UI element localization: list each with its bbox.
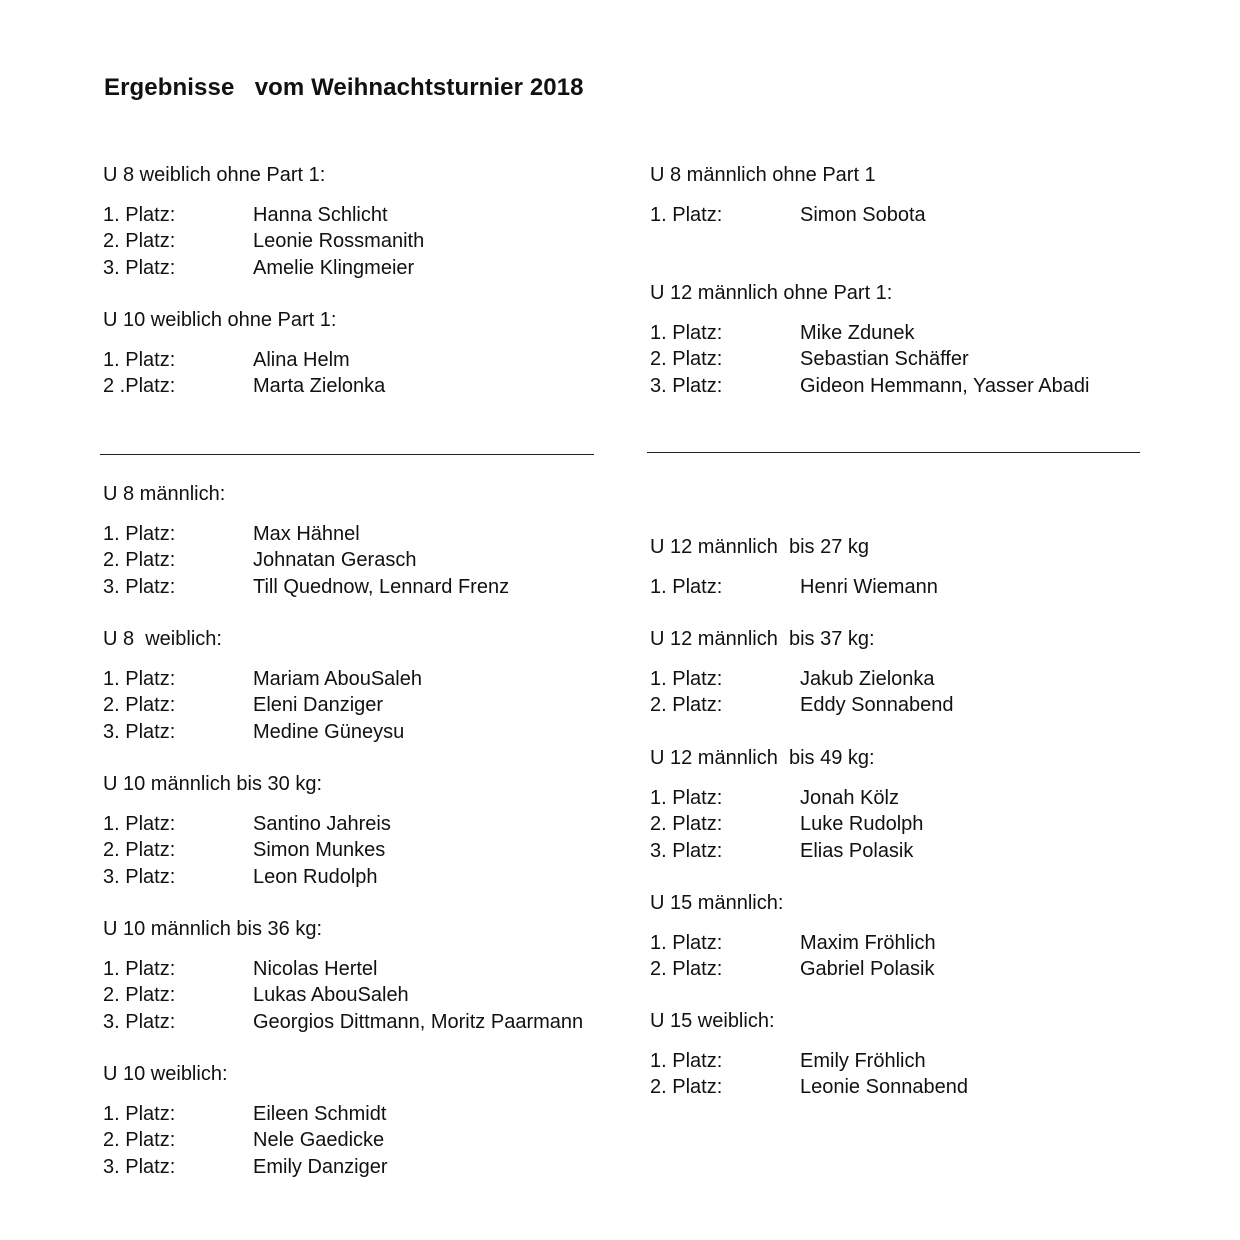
category-heading: U 12 männlich bis 27 kg xyxy=(650,536,870,558)
place-label: 2. Platz: xyxy=(103,549,176,572)
place-label: 1. Platz: xyxy=(650,204,723,226)
place-label: 1. Platz: xyxy=(103,958,176,980)
participant-name: Sebastian Schäffer xyxy=(800,348,969,371)
participant-name: Leonie Rossmanith xyxy=(253,230,425,253)
place-label: 2. Platz: xyxy=(650,958,723,981)
participant-name: Eleni Danziger xyxy=(253,694,384,717)
participant-name: Leonie Sonnabend xyxy=(800,1076,968,1099)
participant-name: Mariam AbouSaleh xyxy=(253,668,422,690)
participant-name: Mike Zdunek xyxy=(800,322,915,344)
place-label: 3. Platz: xyxy=(103,575,176,598)
category-heading: U 12 männlich bis 49 kg: xyxy=(650,747,875,769)
participant-name: Max Hähnel xyxy=(253,523,360,545)
place-label: 2. Platz: xyxy=(103,839,176,862)
place-label: 2. Platz: xyxy=(650,348,723,371)
place-label: 1. Platz: xyxy=(103,523,176,545)
participant-name: Luke Rudolph xyxy=(800,813,924,836)
category-heading: U 10 weiblich ohne Part 1: xyxy=(103,309,337,331)
participant-name: Lukas AbouSaleh xyxy=(253,984,409,1007)
place-label: 1. Platz: xyxy=(650,932,723,954)
category-heading: U 8 männlich: xyxy=(103,483,226,505)
participant-name: Eddy Sonnabend xyxy=(800,694,954,717)
place-label: 1. Platz: xyxy=(103,668,176,690)
participant-name: Gideon Hemmann, Yasser Abadi xyxy=(800,374,1090,397)
place-label: 3. Platz: xyxy=(103,1010,176,1033)
participant-name: Amelie Klingmeier xyxy=(253,256,415,279)
place-label: 3. Platz: xyxy=(103,256,176,279)
participant-name: Alina Helm xyxy=(253,349,350,371)
participant-name: Simon Munkes xyxy=(253,839,386,862)
place-label: 2. Platz: xyxy=(650,694,723,717)
category-heading: U 8 weiblich: xyxy=(103,628,222,650)
category-heading: U 10 männlich bis 30 kg: xyxy=(103,773,323,795)
place-label: 2. Platz: xyxy=(650,1076,723,1099)
place-label: 3. Platz: xyxy=(103,865,176,888)
participant-name: Marta Zielonka xyxy=(253,375,386,398)
place-label: 3. Platz: xyxy=(103,1155,176,1178)
place-label: 2 .Platz: xyxy=(103,375,176,398)
category-heading: U 10 männlich bis 36 kg: xyxy=(103,918,323,940)
page-title: Ergebnisse vom Weihnachtsturnier 2018 xyxy=(104,74,584,101)
place-label: 1. Platz: xyxy=(103,349,176,371)
participant-name: Eileen Schmidt xyxy=(253,1103,387,1125)
participant-name: Johnatan Gerasch xyxy=(253,549,417,572)
participant-name: Simon Sobota xyxy=(800,204,926,226)
participant-name: Leon Rudolph xyxy=(253,865,378,888)
place-label: 2. Platz: xyxy=(103,1129,176,1152)
participant-name: Nicolas Hertel xyxy=(253,958,378,980)
category-heading: U 12 männlich bis 37 kg: xyxy=(650,628,875,650)
place-label: 1. Platz: xyxy=(103,813,176,835)
category-heading: U 8 männlich ohne Part 1 xyxy=(650,164,876,186)
participant-name: Emily Danziger xyxy=(253,1155,388,1178)
participant-name: Elias Polasik xyxy=(800,839,914,862)
category-heading: U 15 weiblich: xyxy=(650,1010,775,1032)
place-label: 1. Platz: xyxy=(650,668,723,690)
place-label: 2. Platz: xyxy=(103,230,176,253)
participant-name: Nele Gaedicke xyxy=(253,1129,385,1152)
divider-left xyxy=(100,454,594,455)
place-label: 1. Platz: xyxy=(650,1050,723,1072)
participant-name: Hanna Schlicht xyxy=(253,204,388,226)
place-label: 1. Platz: xyxy=(103,204,176,226)
category-heading: U 8 weiblich ohne Part 1: xyxy=(103,164,326,186)
place-label: 1. Platz: xyxy=(650,576,723,598)
place-label: 2. Platz: xyxy=(650,813,723,836)
participant-name: Till Quednow, Lennard Frenz xyxy=(253,575,510,598)
place-label: 3. Platz: xyxy=(103,720,176,743)
participant-name: Emily Fröhlich xyxy=(800,1050,926,1072)
place-label: 3. Platz: xyxy=(650,374,723,397)
category-heading: U 15 männlich: xyxy=(650,892,784,914)
participant-name: Santino Jahreis xyxy=(253,813,391,835)
category-heading: U 10 weiblich: xyxy=(103,1063,228,1085)
participant-name: Gabriel Polasik xyxy=(800,958,935,981)
participant-name: Jonah Kölz xyxy=(800,787,899,809)
category-heading: U 12 männlich ohne Part 1: xyxy=(650,282,893,304)
place-label: 2. Platz: xyxy=(103,694,176,717)
divider-right xyxy=(647,452,1140,453)
participant-name: Jakub Zielonka xyxy=(800,668,935,690)
place-label: 2. Platz: xyxy=(103,984,176,1007)
participant-name: Maxim Fröhlich xyxy=(800,932,936,954)
participant-name: Georgios Dittmann, Moritz Paarmann xyxy=(253,1010,584,1033)
place-label: 3. Platz: xyxy=(650,839,723,862)
place-label: 1. Platz: xyxy=(650,787,723,809)
participant-name: Medine Güneysu xyxy=(253,720,405,743)
participant-name: Henri Wiemann xyxy=(800,576,938,598)
place-label: 1. Platz: xyxy=(650,322,723,344)
place-label: 1. Platz: xyxy=(103,1103,176,1125)
